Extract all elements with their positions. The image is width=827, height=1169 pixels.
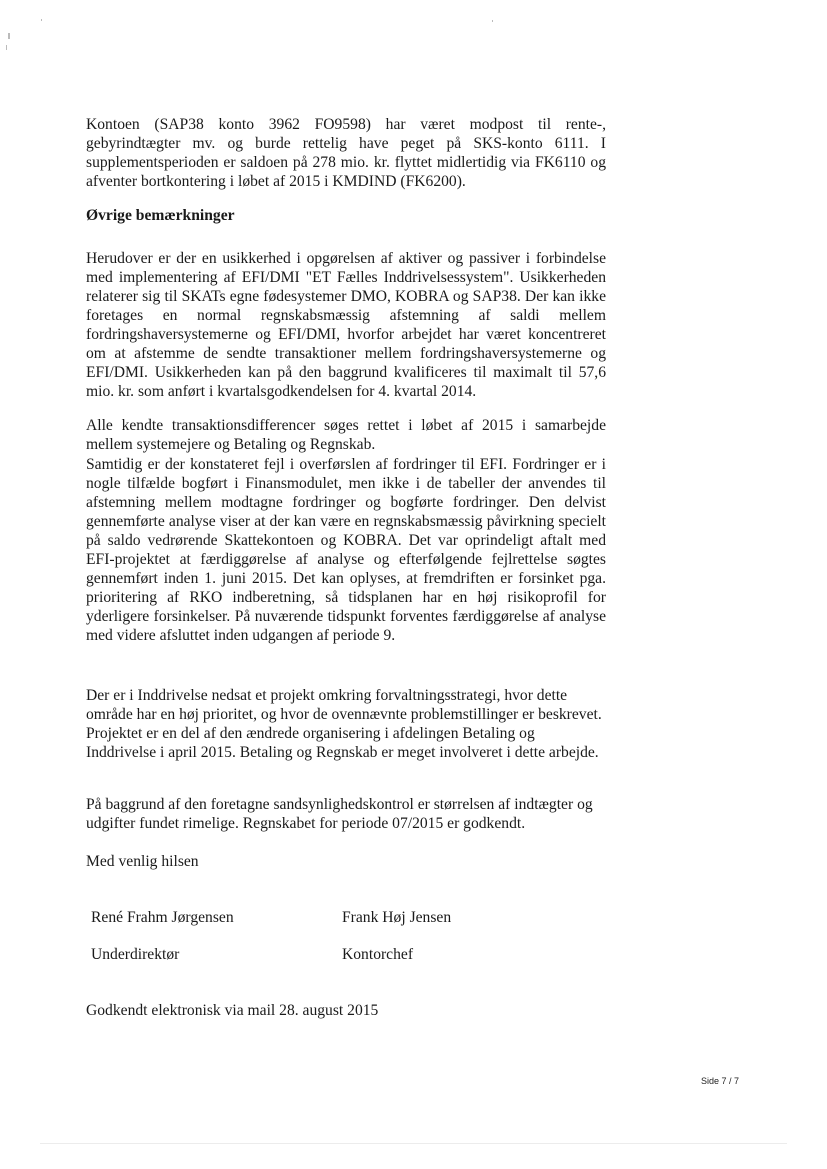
paragraph-konklusion: På baggrund af den foretagne sandsynlighedskontrol er størrelsen af indtægter og udgifter fundet rimelige. Regnskabet for periode 07/2015 er godkendt. [86,796,593,832]
paragraph-transaktionsdifferencer: Alle kendte transaktionsdifferencer søges rettet i løbet af 2015 i samarbejde mellem systemejere og Betaling og Regnskab. [86,417,606,453]
scan-speck [492,20,493,22]
signer-1-name: René Frahm Jørgensen [91,909,234,926]
signer-2-title: Kontorchef [342,946,414,963]
paragraph-efi-fejl: Samtidig er der konstateret fejl i overførslen af fordringer til EFI. Fordringer er i nogle tilfælde bogført i Finansmodulet, men ikke i de tabeller der anvendes til afstemning mellem modtagne fordringer og bogførte fordringer. Den delvist gennemførte analyse viser at der kan være en regnskabsmæssig påvirkning specielt på saldo vedrørende Skattekontoen og KOBRA. Det var oprindeligt aftalt med EFI-projektet at færdiggørelse af analyse og efterfølgende fejlrettelse søgtes gennemført inden 1. juni 2015. Det kan oplyses, at fremdriften er forsinket pga. prioritering af RKO indberetning, så tidsplanen har en høj risikoprofil for yderligere forsinkelser. På nuværende tidspunkt forventes færdiggørelse af analyse med videre afsluttet inden udgangen af periode 9. [86,456,606,644]
approval-note: Godkendt elektronisk via mail 28. august 2015 [86,1002,379,1019]
page-number: Side 7 / 7 [700,1076,739,1086]
section-heading: Øvrige bemærkninger [86,207,235,224]
scan-speck [41,19,42,21]
signer-2-name: Frank Høj Jensen [342,909,452,926]
paragraph-konto: Kontoen (SAP38 konto 3962 FO9598) har været modpost til rente-, gebyrindtægter mv. og burde rettelig have peget på SKS-konto 6111. I supplementsperioden er saldoen på 278 mio. kr. flyttet midlertidig via FK6110 og afventer bortkontering i løbet af 2015 i KMDIND (FK6200). [86,116,606,190]
scan-speck [6,45,7,50]
signer-1-title: Underdirektør [91,946,180,963]
greeting: Med venlig hilsen [86,853,199,870]
scan-edge-line [40,1143,787,1144]
paragraph-forvaltningsstrategi: Der er i Inddrivelse nedsat et projekt omkring forvaltningsstrategi, hvor dette område har en høj prioritet, og hvor de ovennævnte problemstillinger er beskrevet. Projektet er en del af den ændrede organisering i afdelingen Betaling og Inddrivelse i april 2015. Betaling og Regnskab er meget involveret i dette arbejde. [86,687,602,761]
paragraph-usikkerhed: Herudover er der en usikkerhed i opgørelsen af aktiver og passiver i forbindelse med implementering af EFI/DMI "ET Fælles Inddrivelsessystem". Usikkerheden relaterer sig til SKATs egne fødesystemer DMO, KOBRA og SAP38. Der kan ikke foretages en normal regnskabsmæssig afstemning af saldi mellem fordringshaversystemerne og EFI/DMI, hvorfor arbejdet har været koncentreret om at afstemme de sendte transaktioner mellem fordringshaversystemerne og EFI/DMI. Usikkerheden kan på den baggrund kvalificeres til maximalt til 57,6 mio. kr. som anført i kvartalsgodkendelsen for 4. kvartal 2014. [86,250,606,400]
scan-speck [8,33,10,39]
